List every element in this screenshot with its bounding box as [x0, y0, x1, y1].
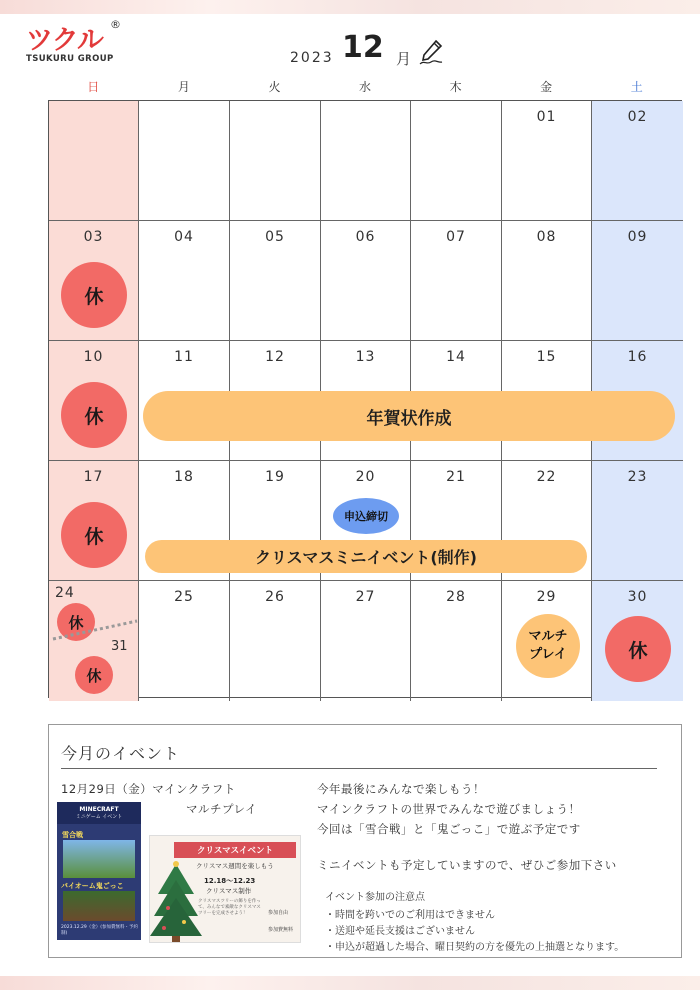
- day-number: 06: [355, 229, 376, 245]
- weekday-header: [48, 78, 682, 100]
- day-number: 25: [174, 589, 194, 605]
- month-number: 12: [342, 30, 384, 65]
- mc-flyer-footer: 2023.12.29（金）(参加費無料・予約制): [61, 925, 139, 936]
- mc-flyer-header: [57, 802, 141, 824]
- rest-day-17: 休: [61, 502, 127, 568]
- mc-flyer-tag: バイオーム鬼ごっこ: [61, 882, 124, 890]
- day-number: 01: [536, 109, 557, 125]
- day-cell: [321, 221, 411, 341]
- day-number: 13: [355, 349, 376, 365]
- christmas-tree-icon: [150, 860, 202, 943]
- day-cell: [502, 221, 592, 341]
- rest-day-10: 休: [61, 382, 127, 448]
- day-cell: [49, 101, 139, 221]
- day-number: 19: [265, 469, 285, 485]
- day-number: 09: [627, 229, 648, 245]
- day-cell: [139, 581, 230, 701]
- day-number: 12: [265, 349, 285, 365]
- xmas-flyer-date: 12.18〜12.23: [204, 877, 256, 885]
- rest-day-31: 休: [75, 656, 113, 694]
- logo-mark: ツクル: [26, 25, 103, 56]
- xmas-flyer-desc: クリスマスツリーの飾りを作って、みんなで素敵なクリスマスツリーを完成させよう！: [198, 899, 261, 916]
- mc-flyer-snowball: 雪合戦: [62, 831, 83, 839]
- mc-flyer-head1: MINECRAFT: [79, 806, 119, 813]
- christmas-flyer: [149, 835, 301, 943]
- multiplay-line-2: プレイ: [529, 647, 567, 662]
- weekday-sun: 日: [87, 80, 100, 94]
- note-3: ・申込が超過した場合、曜日契約の方を優先の上抽選となります。: [325, 942, 625, 953]
- month-header: [290, 30, 460, 70]
- multiplay-badge: [516, 614, 580, 678]
- mc-flyer-head2: ミニゲーム イベント: [75, 814, 123, 820]
- month-unit: 月: [396, 50, 412, 68]
- day-number: 24: [55, 585, 75, 601]
- deadline-badge: 申込締切: [333, 498, 399, 534]
- day-number: 22: [536, 469, 557, 485]
- xmas-event-bar: クリスマスミニイベント(制作): [145, 540, 587, 573]
- events-title: 今月のイベント: [61, 744, 181, 763]
- day-cell: [321, 581, 411, 701]
- day-number: 26: [265, 589, 285, 605]
- day-number-31: 31: [111, 639, 128, 654]
- day-cell: [411, 221, 502, 341]
- day-number: 16: [627, 349, 648, 365]
- day-cell: [502, 101, 592, 221]
- day-cell: [139, 221, 230, 341]
- pen-icon: [418, 38, 444, 66]
- monthly-events-panel: [48, 724, 682, 958]
- event-line-2: マインクラフトの世界でみんなで遊びましょう！: [317, 802, 581, 816]
- day-cell: [592, 221, 683, 341]
- day-number: 03: [83, 229, 104, 245]
- day-cell: [592, 101, 683, 221]
- day-number: 20: [355, 469, 376, 485]
- logo-subtitle: TSUKURU GROUP: [26, 54, 114, 64]
- event-date: 12月29日（金）マインクラフト: [61, 782, 236, 796]
- nenga-event-bar: 年賀状作成: [143, 391, 675, 441]
- day-number: 07: [446, 229, 466, 245]
- weekday-tue: 火: [268, 80, 281, 94]
- day-number: 11: [174, 349, 194, 365]
- note-2: ・送迎や延長支援はございません: [325, 926, 475, 937]
- day-cell: [592, 461, 683, 581]
- day-cell: [230, 221, 321, 341]
- top-decor-strip: [0, 0, 700, 14]
- event-line-4: ミニイベントも予定していますので、ぜひご参加下さい: [317, 858, 617, 872]
- day-cell: [411, 581, 502, 701]
- day-number: 17: [83, 469, 104, 485]
- day-number: 23: [627, 469, 648, 485]
- day-number: 05: [265, 229, 285, 245]
- xmas-flyer-free: 参加自由: [268, 910, 289, 916]
- weekday-sat: 土: [630, 80, 643, 94]
- bottom-decor-strip: [0, 976, 700, 990]
- mc-flyer-image-2: [63, 891, 135, 921]
- xmas-flyer-fee: 参加費無料: [268, 927, 294, 933]
- tsukuru-logo: [26, 18, 126, 68]
- event-name: マルチプレイ: [186, 802, 257, 816]
- day-cell: [411, 101, 502, 221]
- weekday-thu: 木: [449, 80, 462, 94]
- events-divider: [61, 768, 657, 769]
- xmas-flyer-title: クリスマスイベント: [174, 842, 296, 858]
- day-number: 28: [446, 589, 466, 605]
- weekday-fri: 金: [540, 80, 553, 94]
- registered-mark: ®: [110, 18, 121, 31]
- event-line-3: 今回は「雪合戦」と「鬼ごっこ」で遊ぶ予定です: [317, 822, 581, 836]
- day-cell: [230, 101, 321, 221]
- notes-title: イベント参加の注意点: [325, 892, 425, 903]
- day-number: 14: [446, 349, 466, 365]
- day-number: 29: [536, 589, 557, 605]
- day-cell: [230, 581, 321, 701]
- day-number: 27: [355, 589, 376, 605]
- calendar-grid: [48, 100, 682, 698]
- day-number: 02: [627, 109, 648, 125]
- note-1: ・時間を跨いでのご利用はできません: [325, 910, 495, 921]
- multiplay-line-1: マルチ: [528, 628, 568, 644]
- rest-day-03: 休: [61, 262, 127, 328]
- mc-flyer-image-1: [63, 840, 135, 878]
- day-number: 08: [536, 229, 557, 245]
- day-cell: [321, 101, 411, 221]
- xmas-flyer-make: クリスマス制作: [206, 887, 252, 895]
- weekday-wed: 水: [359, 80, 372, 94]
- day-number: 15: [536, 349, 557, 365]
- weekday-mon: 月: [177, 80, 190, 94]
- day-number: 10: [83, 349, 104, 365]
- day-number: 21: [446, 469, 466, 485]
- split-day-divider: [49, 581, 139, 701]
- day-number: 30: [627, 589, 648, 605]
- minecraft-flyer: [57, 802, 141, 940]
- day-cell: [139, 101, 230, 221]
- event-line-1: 今年最後にみんなで楽しもう！: [317, 782, 485, 796]
- rest-day-30: 休: [605, 616, 671, 682]
- xmas-flyer-sub: クリスマス週間を楽しもう: [196, 862, 274, 870]
- day-number: 04: [174, 229, 194, 245]
- day-number: 18: [174, 469, 194, 485]
- year-label: 2023: [290, 50, 334, 66]
- rest-day-24: 休: [57, 603, 95, 641]
